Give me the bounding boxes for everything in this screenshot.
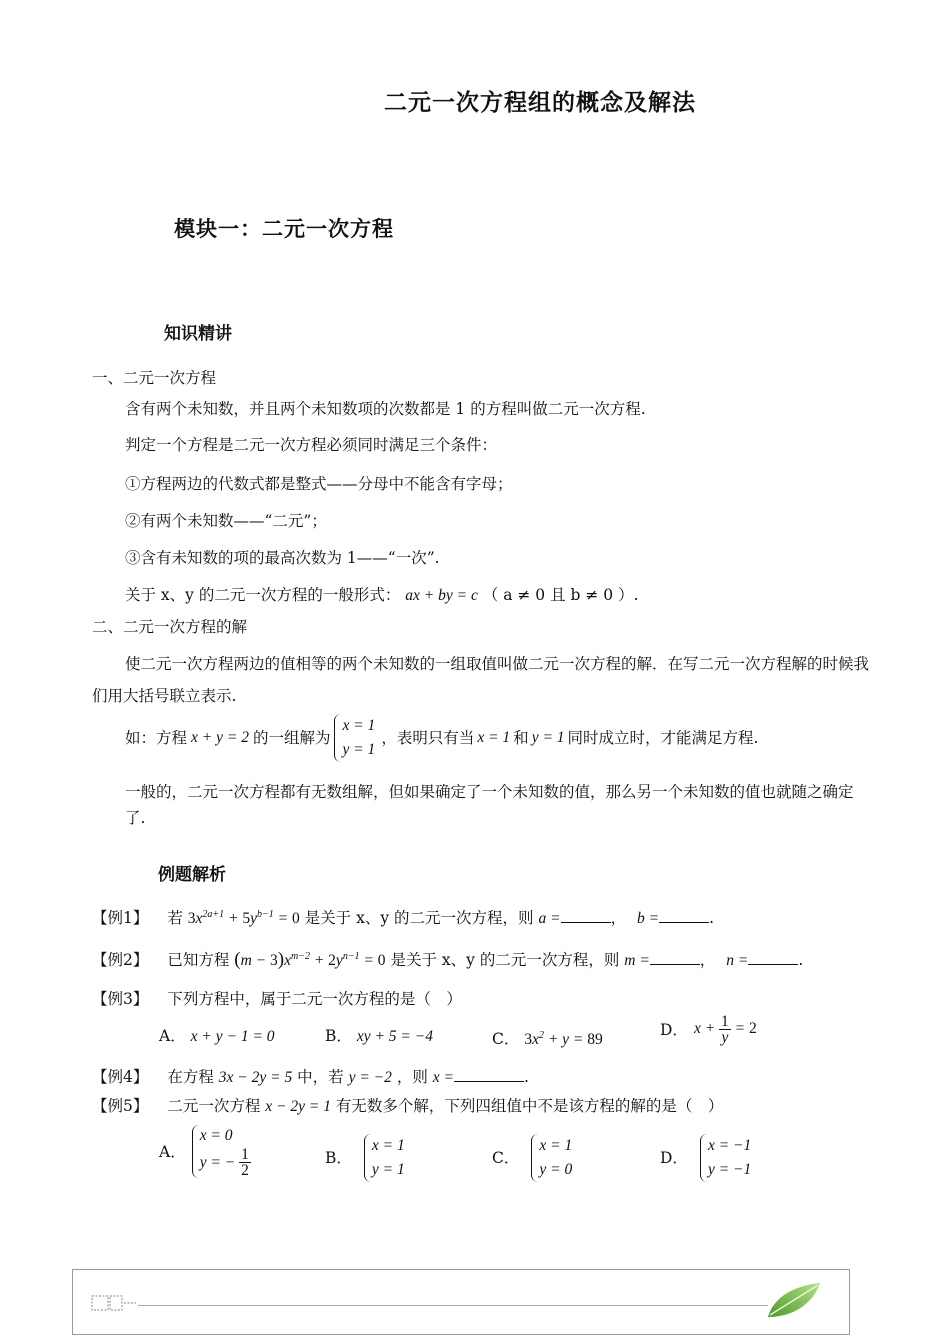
option-c-label: C． xyxy=(492,1030,520,1049)
example-2-pre: 已知方程 xyxy=(167,951,230,970)
option-c-y: y = 0 xyxy=(539,1161,573,1178)
example-3-option-b[interactable] xyxy=(325,1025,433,1048)
condition-1: ①方程两边的代数式都是整式——分母中不能含有字母； xyxy=(125,475,513,493)
example-4-equation: 3x − 2y = 5 xyxy=(218,1069,293,1086)
example-prefix: 如：方程 xyxy=(125,729,188,747)
example-5-option-a[interactable] xyxy=(159,1125,257,1178)
example-4-text-3: ，则 xyxy=(396,1068,428,1086)
section-examples: 例题解析 xyxy=(158,865,226,885)
option-d-label: D． xyxy=(660,1149,688,1167)
leaf-logo-icon xyxy=(764,1281,824,1321)
example-2-n-label: n = xyxy=(726,952,749,970)
example-5-option-c[interactable] xyxy=(492,1134,578,1182)
general-form-equation: ax + by = c xyxy=(405,587,478,604)
part1-heading: 一、二元一次方程 xyxy=(92,369,217,387)
option-d-system xyxy=(700,1134,757,1182)
option-a-label: A． xyxy=(159,1027,186,1045)
example-4-tag: 【例4】 xyxy=(92,1068,149,1086)
footer-frame xyxy=(72,1269,850,1335)
option-a-label: A． xyxy=(159,1142,186,1161)
example-tail-1: ，表明只有当 xyxy=(381,729,475,747)
example-2-m-label: m = xyxy=(624,952,650,970)
condition-3: ③含有未知数的项的最高次数为 1——“一次”. xyxy=(125,549,440,567)
example-x-value: x = 1 xyxy=(477,729,511,746)
example-5-tag: 【例5】 xyxy=(92,1097,149,1115)
example-3-option-c[interactable] xyxy=(492,1025,603,1051)
example-y-value: y = 1 xyxy=(531,729,565,746)
example-4-x-label: x = xyxy=(432,1069,455,1086)
example-1-pre: 若 xyxy=(167,909,183,928)
example-mid: 的一组解为 xyxy=(252,729,331,747)
option-c-label: C． xyxy=(492,1149,520,1167)
example-1-b-label: b = xyxy=(637,910,660,928)
option-a-y: y = − $\frac{1}{2}$ xyxy=(199,1146,249,1179)
example-2: 【例2】 已知方程 $(m - 3)x^{m-2} + 2y^{n-1} = 0$ 是关于 x、y 的二元一次方程，则 m = ， n = . xyxy=(92,949,804,971)
option-a-equation: x + y − 1 = 0 xyxy=(190,1028,275,1045)
option-b-x: x = 1 xyxy=(371,1137,405,1154)
general-form-line xyxy=(125,584,639,607)
option-a-x: x = 0 xyxy=(199,1127,233,1144)
example-2-equation: $(m - 3)x^{m-2} + 2y^{n-1} = 0$ xyxy=(234,949,386,971)
section-knowledge: 知识精讲 xyxy=(164,324,232,344)
example-5-equation: x − 2y = 1 xyxy=(265,1098,331,1115)
general-form-condition: （ a ≠ 0 且 b ≠ 0 ）. xyxy=(482,586,639,604)
solution-system xyxy=(334,714,381,762)
example-tail-2: 同时成立时，才能满足方程. xyxy=(567,729,759,747)
example-5 xyxy=(92,1095,723,1118)
module-heading: 模块一：二元一次方程 xyxy=(174,217,394,241)
example-and: 和 xyxy=(513,729,529,747)
example-3-tag: 【例3】 xyxy=(92,990,149,1008)
example-1-a-blank[interactable] xyxy=(561,908,611,923)
example-2-tag: 【例2】 xyxy=(92,951,149,970)
footer-logo-icon xyxy=(90,1293,138,1315)
example-1-equation: $3x^{2a+1} + 5y^{b-1} = 0$ xyxy=(187,909,300,928)
example-4-text-2: 中，若 xyxy=(297,1068,344,1086)
example-1-b-blank[interactable] xyxy=(659,908,709,923)
example-4: 【例4】 在方程 3x − 2y = 5 中，若 y = −2 ，则 x = . xyxy=(92,1068,529,1086)
example-3 xyxy=(92,988,462,1010)
example-1: 【例1】 若 $3x^{2a+1} + 5y^{b-1} = 0$ 是关于 x、y 的二元一次方程，则 a = ， b = . xyxy=(92,909,715,928)
option-c-equation: $3x^2 + y = 89$ xyxy=(524,1030,603,1049)
example-5-text-2: 有无数多个解，下列四组值中不是该方程的解的是（ ） xyxy=(335,1097,724,1115)
general-solution-note: 一般的，二元一次方程都有无数组解，但如果确定了一个未知数的值，那么另一个未知数的值也就随之确定了. xyxy=(125,783,854,827)
general-form-prefix: 关于 x、y 的二元一次方程的一般形式： xyxy=(125,586,401,604)
option-b-y: y = 1 xyxy=(371,1161,405,1178)
example-2-post: 是关于 x、y 的二元一次方程，则 xyxy=(390,951,620,970)
option-d-equation: x + $\frac{1}{y}$ = 2 xyxy=(693,1013,757,1046)
example-2-m-blank[interactable] xyxy=(650,950,700,965)
option-b-equation: xy + 5 = −4 xyxy=(356,1028,433,1045)
option-b-system xyxy=(364,1134,411,1182)
option-d-x: x = −1 xyxy=(707,1137,752,1154)
definition-text: 含有两个未知数，并且两个未知数项的次数都是 1 的方程叫做二元一次方程. xyxy=(125,400,646,418)
example-4-condition: y = −2 xyxy=(348,1069,392,1086)
solution-y: y = 1 xyxy=(342,741,376,758)
solution-definition: 使二元一次方程两边的值相等的两个未知数的一组取值叫做二元一次方程的解．在写二元一次方程解的时候我们用大括号联立表示. xyxy=(92,655,870,705)
option-c-system xyxy=(531,1134,578,1182)
example-5-text-1: 二元一次方程 xyxy=(167,1097,261,1115)
example-4-x-blank[interactable] xyxy=(454,1067,524,1082)
example-3-option-d[interactable] xyxy=(660,1014,757,1045)
option-d-label: D． xyxy=(660,1020,688,1039)
option-b-label: B． xyxy=(325,1027,352,1045)
example-equation: x + y = 2 xyxy=(191,729,249,746)
example-1-post: 是关于 x、y 的二元一次方程，则 xyxy=(304,909,534,928)
example-5-option-d[interactable] xyxy=(660,1134,757,1182)
condition-2: ②有两个未知数——“二元”； xyxy=(125,512,327,530)
example-2-n-blank[interactable] xyxy=(748,950,798,965)
option-c-x: x = 1 xyxy=(539,1137,573,1154)
example-4-text-1: 在方程 xyxy=(167,1068,214,1086)
page-title: 二元一次方程组的概念及解法 xyxy=(384,90,696,116)
option-b-label: B． xyxy=(325,1149,352,1167)
example-5-option-b[interactable] xyxy=(325,1134,411,1182)
example-3-text: 下列方程中，属于二元一次方程的是（ ） xyxy=(167,990,462,1008)
option-d-y: y = −1 xyxy=(707,1161,752,1178)
footer-rule xyxy=(138,1305,768,1306)
example-3-option-a[interactable] xyxy=(159,1025,275,1048)
example-solution-line xyxy=(125,714,758,762)
option-a-system xyxy=(192,1125,257,1178)
example-1-a-label: a = xyxy=(538,910,561,928)
part2-heading: 二、二元一次方程的解 xyxy=(92,618,248,636)
solution-x: x = 1 xyxy=(342,717,376,734)
example-1-tag: 【例1】 xyxy=(92,909,149,928)
condition-intro: 判定一个方程是二元一次方程必须同时满足三个条件： xyxy=(125,436,498,454)
